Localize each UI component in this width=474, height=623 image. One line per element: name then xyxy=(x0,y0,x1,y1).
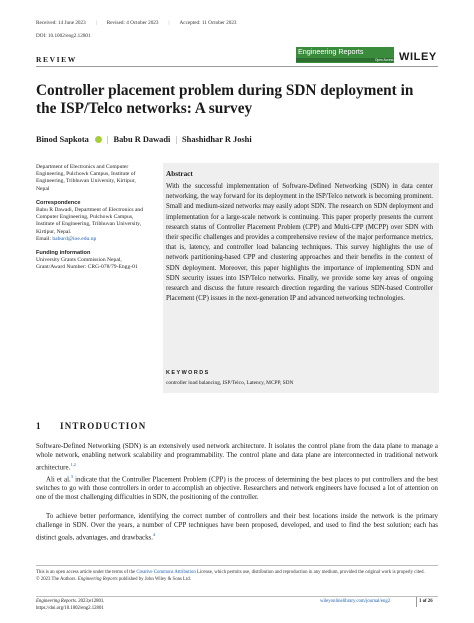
email-link[interactable]: baburd@ioe.edu.np xyxy=(52,235,97,242)
copyright-journal: Engineering Reports xyxy=(77,576,118,582)
copyright-post: published by John Wiley & Sons Ltd. xyxy=(117,576,191,582)
funding-heading: Funding information xyxy=(36,250,91,257)
citation-ref[interactable]: 3 xyxy=(70,474,73,479)
received-date: Received: 14 June 2023 xyxy=(36,20,86,26)
section-heading: INTRODUCTION xyxy=(60,421,147,431)
doi-url[interactable]: https://doi.org/10.1002/eng2.12801 xyxy=(36,606,104,611)
correspondence-email-line xyxy=(36,236,146,243)
citation-ref[interactable]: 1,2 xyxy=(70,461,76,467)
article-info-column xyxy=(36,164,146,279)
author-name[interactable]: Shashidhar R Joshi xyxy=(182,135,252,144)
intro-paragraph-3 xyxy=(36,513,438,543)
citation-line xyxy=(36,599,105,604)
license-note xyxy=(36,570,438,583)
intro-paragraph-2 xyxy=(36,473,438,503)
section-number: 1 xyxy=(36,421,41,431)
article-type: REVIEW xyxy=(36,55,77,64)
paragraph-text: Ali et al. xyxy=(46,476,71,484)
date-separator: | xyxy=(95,20,97,26)
abstract-text: With the successful implementation of Software-Defined Networking (SDN) in data center networking, the way forward for its deployment in the ISP/Telco network is becoming prominent. Small and medium-sized networks may easily adopt SDN. The research on SDN deployment and implementation for a large-scale network is continuing. This paper properly presents the current research status of Controller Placement Problem (CPP) and Multi-CPP (MCPP) over SDN with their specific challenges and provides a comprehensive review of the major performance metrics, that is, latency, and controller load balancing techniques. This survey highlights the use of network partitioning-based CPP and clustering approaches and their benefits in the context of SDN deployment. Moreover, this paper highlights the importance of implementing SDN and SDN security issues into ISP/Telco networks. Finally, we provide some key areas of ongoing research and discuss the future research direction regarding the various SDN-based Controller Placement (CP) issues in the next-generation IP and advanced networking technologies. xyxy=(166,183,433,303)
paper-title: Controller placement problem during SDN deployment in the ISP/Telco networks: A survey xyxy=(36,82,414,117)
license-pre: This is an open access article under the terms of the xyxy=(36,570,137,575)
page-separator xyxy=(416,597,417,607)
keywords: controller load balancing, ISP/Telco, Latency, MCPP, SDN xyxy=(166,380,294,386)
accepted-date: Accepted: 11 October 2023 xyxy=(179,20,237,26)
correspondence-text: Babu R Dawadi, Department of Electronics and Computer Engineering, Pulchowk Campus, Institute of Engineering, Tribhuvan University, Kirtipur, Nepal. xyxy=(36,207,144,235)
copyright-line xyxy=(36,577,438,584)
paragraph-text: indicate that the Controller Placement Problem (CPP) is the process of determining the best places to put controllers and the best switches to go with those controllers in order to accomplish an objective. Researchers and network engineers have focused a lot of attention on one of the most challenging difficulties in SDN, the positioning of the controller. xyxy=(36,476,438,502)
funding-text: University Grants Commission Nepal, Grant/Award Number: CRG-078/79-Engg-01 xyxy=(36,257,138,271)
copyright-pre: © 2023 The Authors. xyxy=(36,576,78,582)
author-name[interactable]: Babu R Dawadi xyxy=(113,135,171,144)
author-name[interactable]: Binod Sapkota xyxy=(36,135,89,144)
citation-ref[interactable]: 4 xyxy=(152,531,156,537)
license-post: License, which permits use, distribution and reproduction in any medium, provided the original work is properly cited. xyxy=(195,570,425,575)
abstract-heading: Abstract xyxy=(166,170,193,178)
author-list xyxy=(36,135,252,144)
license-text xyxy=(36,570,438,577)
date-separator: | xyxy=(168,20,170,26)
orcid-icon[interactable] xyxy=(95,136,102,143)
intro-paragraph-1 xyxy=(36,443,438,473)
correspondence-heading: Correspondence xyxy=(36,199,81,206)
footnote-divider xyxy=(36,565,438,566)
author-separator: | xyxy=(175,135,177,144)
paragraph-text: Software-Defined Networking (SDN) is an extensively used network architecture. It isolates the control plane from the data plane to manage a whole network, enabling network scalability and programmability. The control plane and data plane are interconnected in traditional network architecture. xyxy=(36,443,438,472)
footer-divider xyxy=(36,596,438,597)
journal-badge-label: Engineering Reports xyxy=(298,47,364,56)
paragraph-text: To achieve better performance, identifying the correct number of controllers and their best locations inside the network is the primary challenge in SDN. Over the years, a number of CPP techniques have been proposed, developed, and used to find the best solution; each has distinct goals, advantages, and drawbacks. xyxy=(36,513,438,542)
header-divider xyxy=(36,66,438,67)
correspondence-block xyxy=(36,200,146,243)
article-dates xyxy=(36,20,237,26)
journal-site-link[interactable]: wileyonlinelibrary.com/journal/eng2 xyxy=(320,599,391,604)
email-label: Email: xyxy=(36,235,53,242)
author-separator: | xyxy=(106,135,109,144)
page-number: 1 of 26 xyxy=(419,599,433,604)
revised-date: Revised: 4 October 2023 xyxy=(106,20,159,26)
funding-block xyxy=(36,250,146,272)
doi-line[interactable]: DOI: 10.1002/eng2.12801 xyxy=(36,33,91,39)
license-link[interactable]: Creative Commons Attribution xyxy=(136,570,196,575)
affiliation: Department of Electronics and Computer Engineering, Pulchowk Campus, Institute of Engineering, Tribhuvan University, Kirtipur, Nepal xyxy=(36,164,136,192)
citation-journal: Engineering Reports. xyxy=(36,599,78,604)
keywords-heading: KEYWORDS xyxy=(166,370,210,376)
publisher-logo: WILEY xyxy=(399,51,437,63)
open-access-label: Open Access xyxy=(375,58,394,62)
citation-rest: 2023;e12801. xyxy=(77,599,105,604)
